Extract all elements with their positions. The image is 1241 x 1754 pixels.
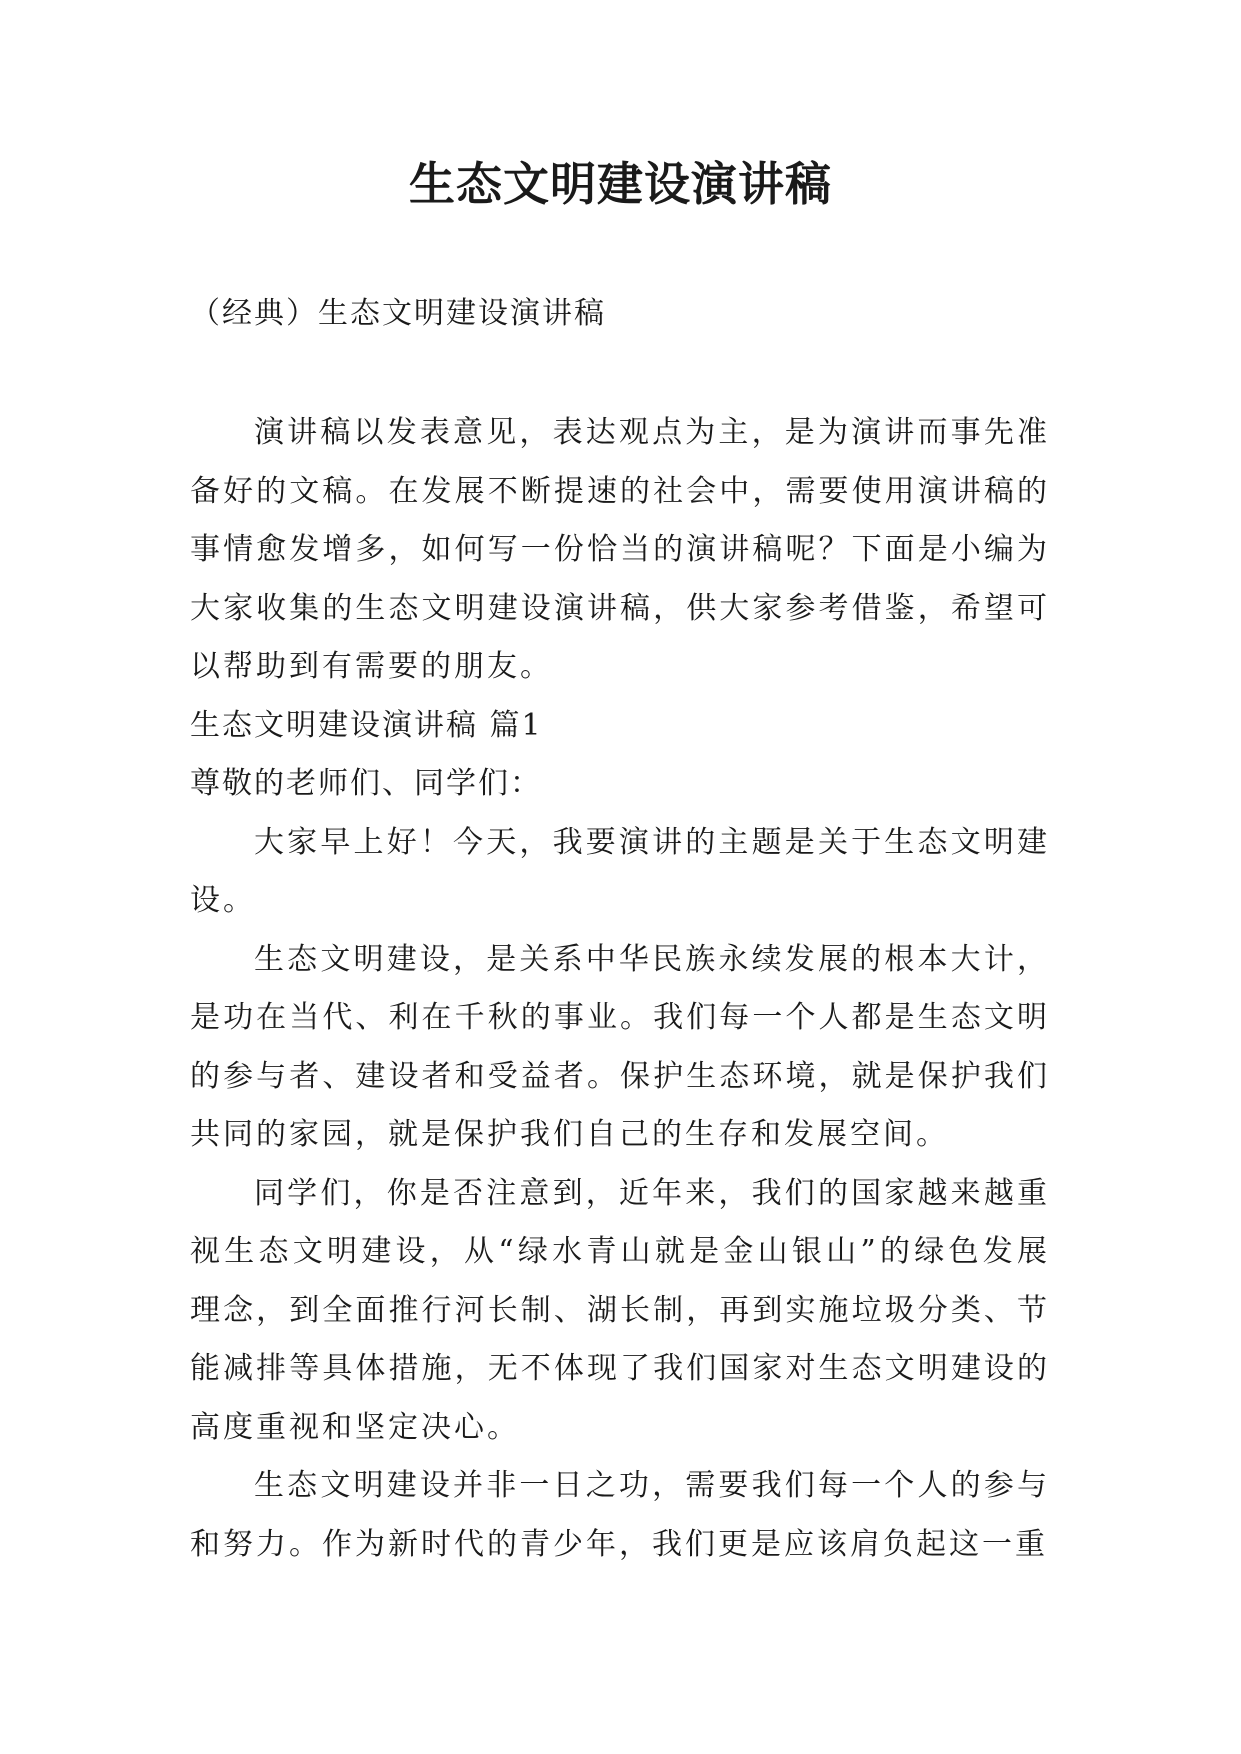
body-paragraph: 大家早上好！今天，我要演讲的主题是关于生态文明建设。 [190,824,1050,918]
body-paragraph: 生态文明建设并非一日之功，需要我们每一个人的参与和努力。作为新时代的青少年，我们更是应该肩负起这一重 [190,1468,1050,1562]
document-title: 生态文明建设演讲稿 [409,157,832,211]
document-body [190,404,1050,1574]
salutation: 尊敬的老师们、同学们： [190,766,542,801]
body-paragraph: 同学们，你是否注意到，近年来，我们的国家越来越重视生态文明建设，从“绿水青山就是金山银山”的绿色发展理念，到全面推行河长制、湖长制，再到实施垃圾分类、节能减排等具体措施，无不体现了我们国家对生态文明建设的高度重视和坚定决心。 [190,1175,1050,1445]
section-heading: 生态文明建设演讲稿 篇1 [190,707,543,743]
intro-paragraph: 演讲稿以发表意见，表达观点为主，是为演讲而事先准备好的文稿。在发展不断提速的社会中，需要使用演讲稿的事情愈发增多，如何写一份恰当的演讲稿呢？下面是小编为大家收集的生态文明建设演讲稿，供大家参考借鉴，希望可以帮助到有需要的朋友。 [190,415,1050,684]
body-paragraph: 生态文明建设，是关系中华民族永续发展的根本大计，是功在当代、利在千秋的事业。我们每一个人都是生态文明的参与者、建设者和受益者。保护生态环境，就是保护我们共同的家园，就是保护我们自己的生存和发展空间。 [190,941,1050,1152]
document-subtitle: （经典）生态文明建设演讲稿 [190,296,606,331]
